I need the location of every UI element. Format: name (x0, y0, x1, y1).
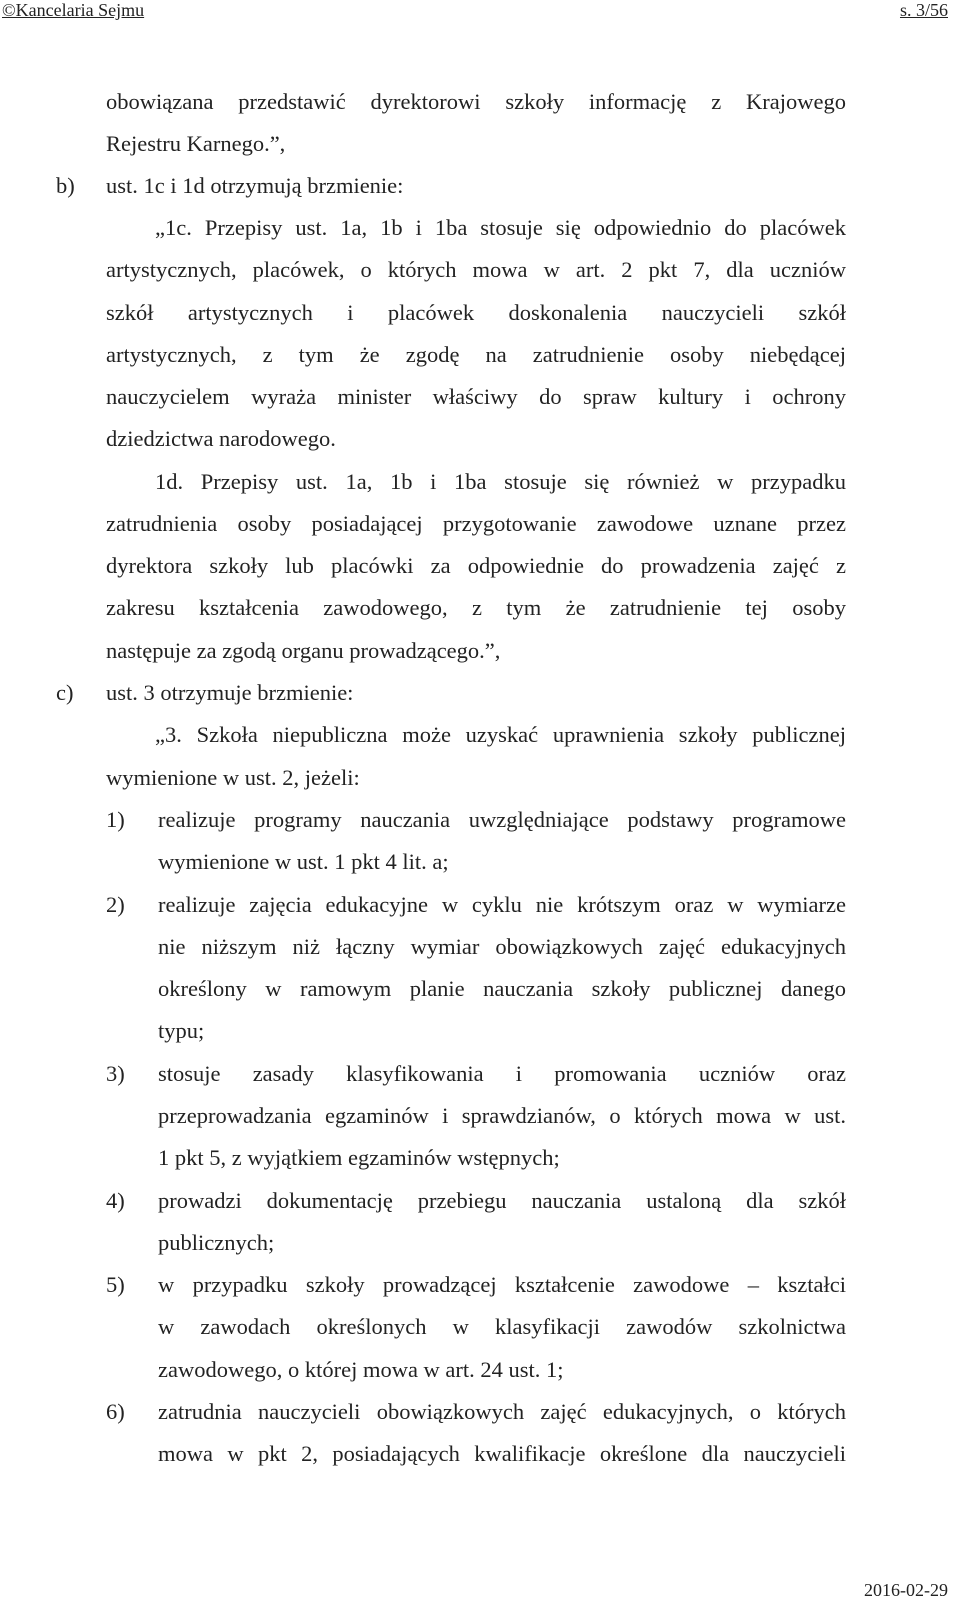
text-line: stosuje zasady klasyfikowania i promowania uczniów oraz (158, 1061, 846, 1086)
text-line: obowiązana przedstawić dyrektorowi szkoły informację z Krajowego (106, 89, 846, 114)
list-marker: c) (56, 680, 74, 705)
text-line: zatrudnienia osoby posiadającej przygotowanie zawodowe uznane przez (106, 511, 846, 536)
document-date: 2016-02-29 (864, 1580, 948, 1600)
text-line: wymienione w ust. 2, jeżeli: (106, 765, 360, 790)
text-line: zakresu kształcenia zawodowego, z tym że zatrudnienie tej osoby (106, 595, 846, 620)
text-line: określony w ramowym planie nauczania szkoły publicznej danego (158, 976, 846, 1001)
text-line: dziedzictwa narodowego. (106, 426, 336, 451)
list-marker: 1) (106, 807, 125, 832)
text-line: zawodowego, o której mowa w art. 24 ust. 1; (158, 1357, 564, 1382)
page-number: s. 3/56 (899, 0, 948, 20)
text-line: nauczycielem wyraża minister właściwy do spraw kultury i ochrony (106, 384, 846, 409)
list-marker: b) (56, 173, 75, 198)
text-line: w przypadku szkoły prowadzącej kształcenie zawodowe – kształci (158, 1272, 846, 1297)
text-line: „3. Szkoła niepubliczna może uzyskać uprawnienia szkoły publicznej (155, 722, 846, 747)
text-line: mowa w pkt 2, posiadających kwalifikacje określone dla nauczycieli (158, 1441, 846, 1466)
source-label: ©Kancelaria Sejmu (2, 0, 145, 20)
list-marker: 4) (106, 1188, 125, 1213)
text-line: realizuje programy nauczania uwzględniające podstawy programowe (158, 807, 846, 832)
text-line: wymienione w ust. 1 pkt 4 lit. a; (158, 849, 449, 874)
text-line: w zawodach określonych w klasyfikacji zawodów szkolnictwa (158, 1314, 846, 1339)
text-line: nie niższym niż łączny wymiar obowiązkowych zajęć edukacyjnych (158, 934, 846, 959)
text-line: dyrektora szkoły lub placówki za odpowiednie do prowadzenia zajęć z (106, 553, 846, 578)
text-line: ust. 3 otrzymuje brzmienie: (106, 680, 354, 705)
text-line: szkół artystycznych i placówek doskonalenia nauczycieli szkół (106, 300, 846, 325)
text-line: ust. 1c i 1d otrzymują brzmienie: (106, 173, 404, 198)
text-line: realizuje zajęcia edukacyjne w cyklu nie krótszym oraz w wymiarze (158, 892, 846, 917)
list-marker: 5) (106, 1272, 125, 1297)
text-line: publicznych; (158, 1230, 275, 1255)
text-line: Rejestru Karnego.”, (106, 131, 286, 156)
text-line: artystycznych, z tym że zgodę na zatrudnienie osoby niebędącej (106, 342, 846, 367)
text-line: „1c. Przepisy ust. 1a, 1b i 1ba stosuje się odpowiednio do placówek (155, 215, 846, 240)
text-line: artystycznych, placówek, o których mowa w art. 2 pkt 7, dla uczniów (106, 257, 846, 282)
list-marker: 6) (106, 1399, 125, 1424)
list-marker: 3) (106, 1061, 125, 1086)
text-line: następuje za zgodą organu prowadzącego.”, (106, 638, 501, 663)
text-line: typu; (158, 1018, 205, 1043)
text-line: prowadzi dokumentację przebiegu nauczania ustaloną dla szkół (158, 1188, 846, 1213)
text-line: 1 pkt 5, z wyjątkiem egzaminów wstępnych; (158, 1145, 560, 1170)
text-line: przeprowadzania egzaminów i sprawdzianów, o których mowa w ust. (158, 1103, 846, 1128)
text-line: 1d. Przepisy ust. 1a, 1b i 1ba stosuje się również w przypadku (155, 469, 846, 494)
list-marker: 2) (106, 892, 125, 917)
text-line: zatrudnia nauczycieli obowiązkowych zajęć edukacyjnych, o których (158, 1399, 846, 1424)
